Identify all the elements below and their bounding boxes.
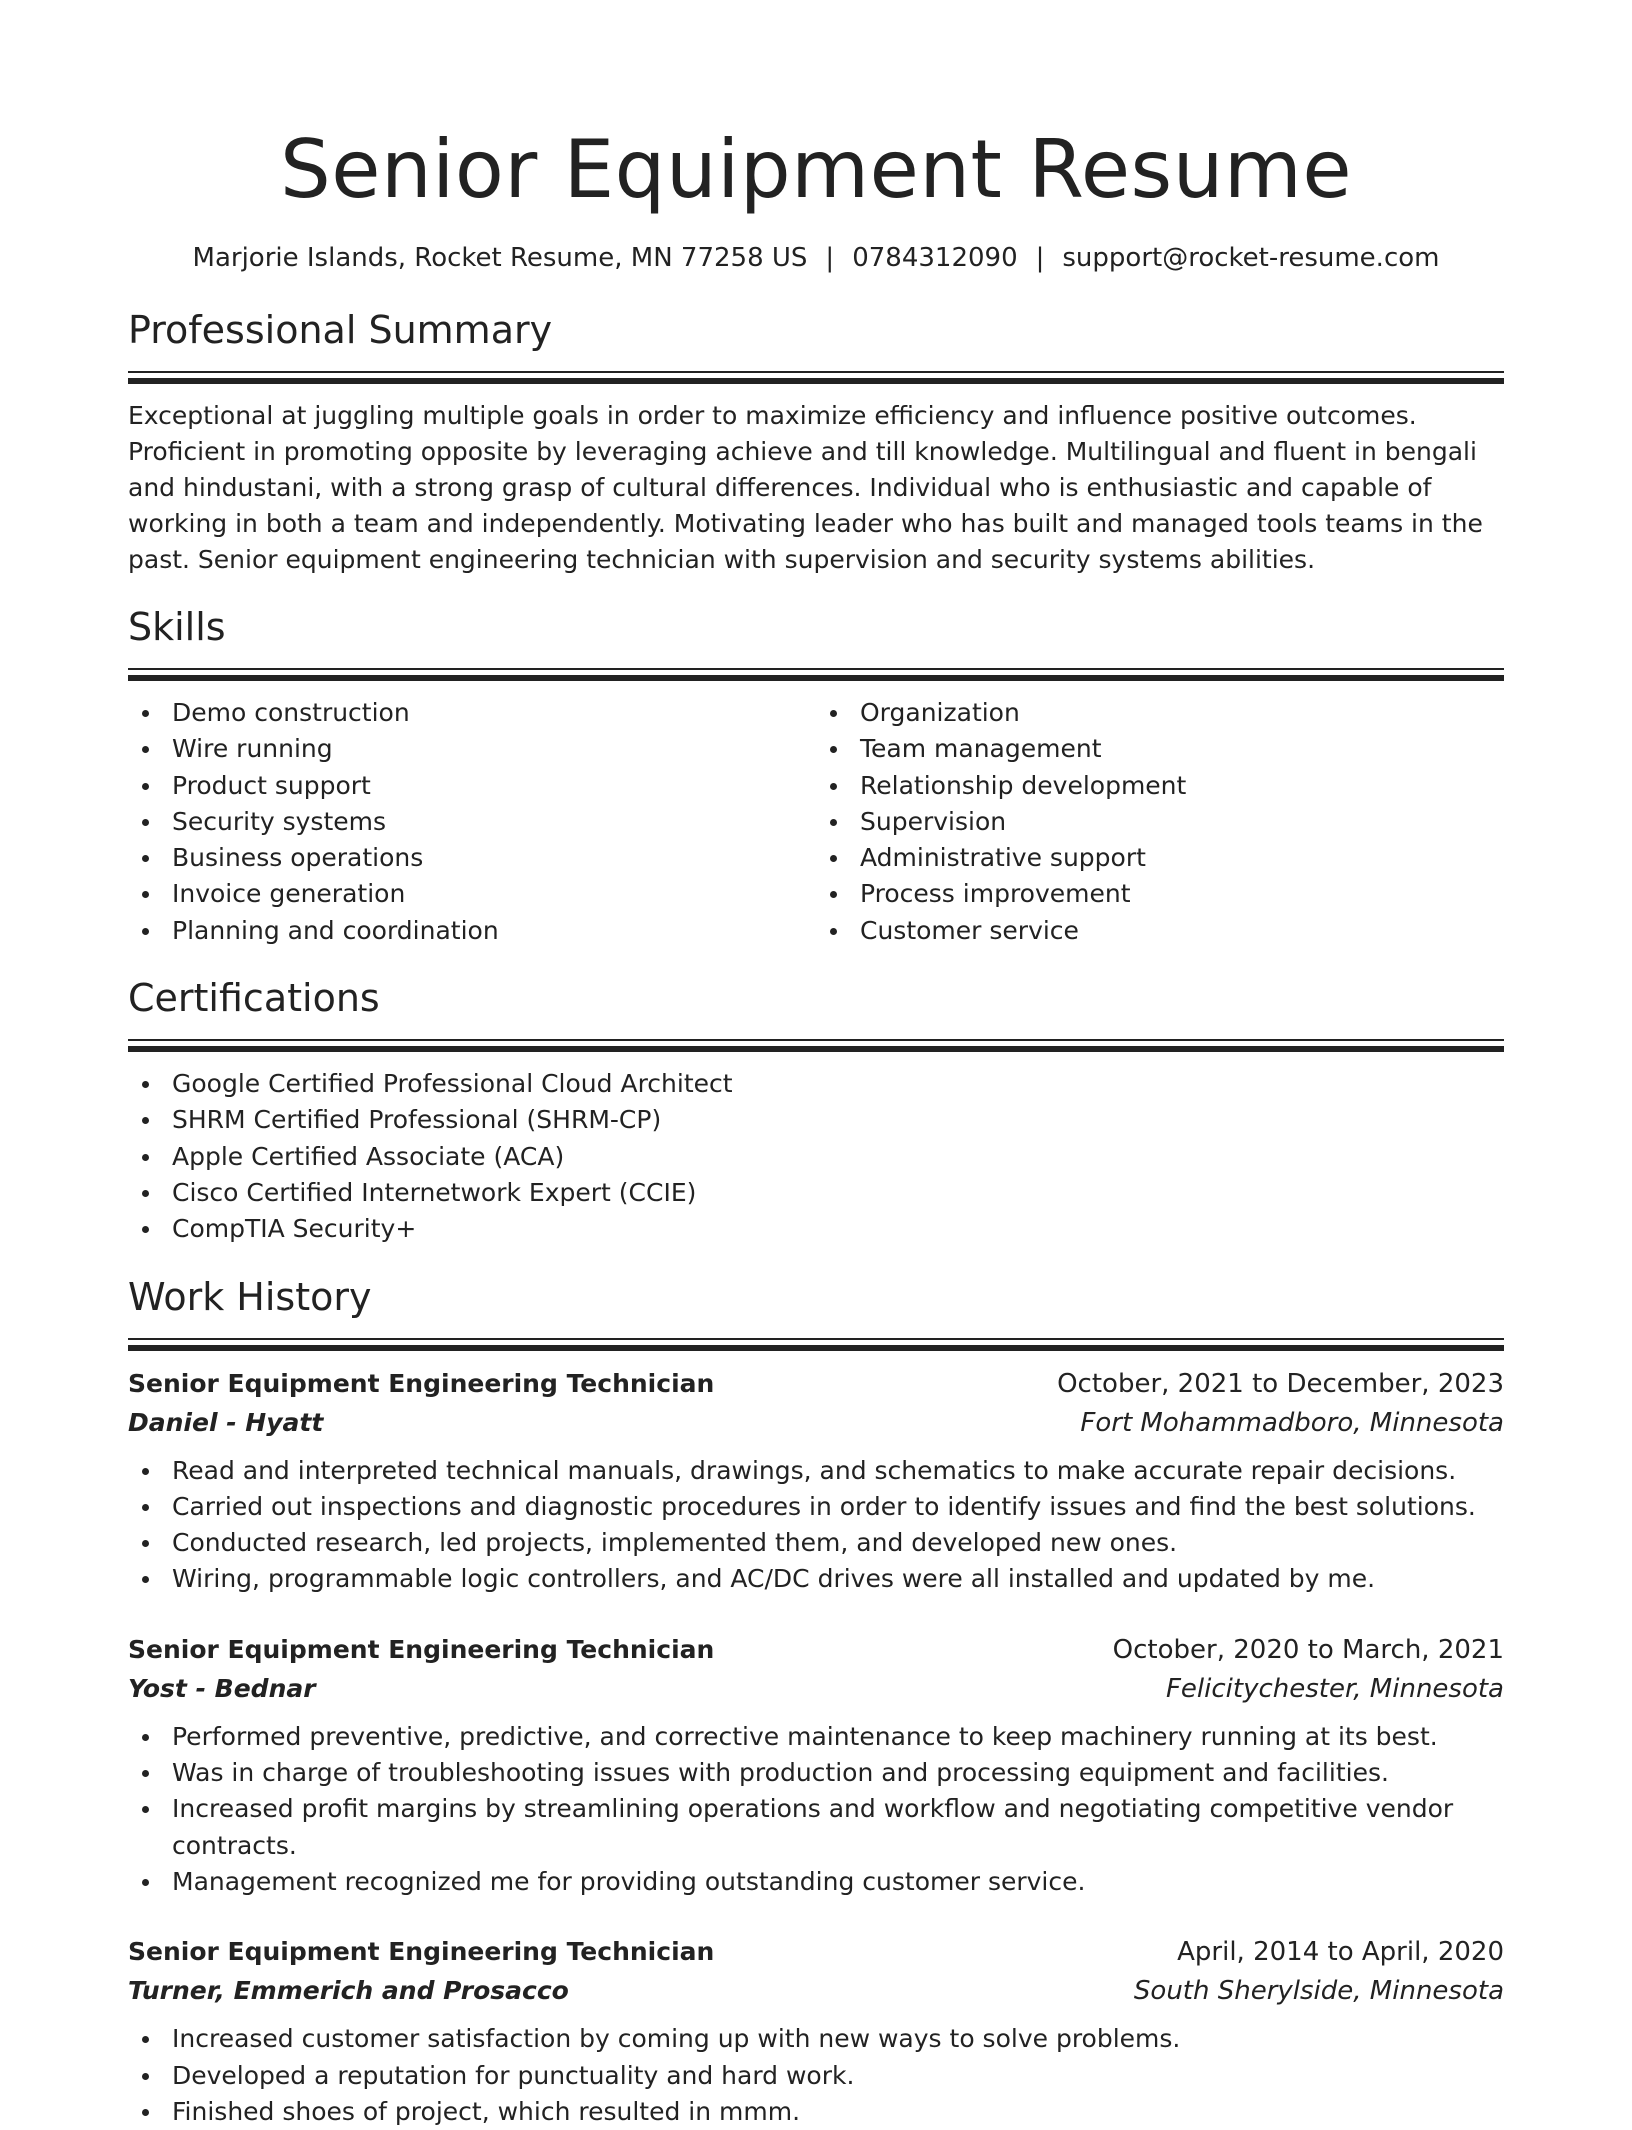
list-item: Apple Certified Associate (ACA)	[172, 1139, 1504, 1175]
job-entry	[128, 1365, 1504, 1598]
list-item: Finished shoes of project, which resulted in mmm.	[172, 2094, 1504, 2130]
list-item: SHRM Certified Professional (SHRM-CP)	[172, 1102, 1504, 1138]
list-item: Invoice generation	[172, 876, 816, 912]
job-entry	[128, 1933, 1504, 2130]
summary-text: Exceptional at juggling multiple goals in order to maximize efficiency and influence positive outcomes. Proficient in promoting opposite by leveraging achieve and till knowledge. Multilingual and fluent in bengali and hindustani, with a strong grasp of cultural differences. Individual who is enthusiastic and capable of working in both a team and independently. Motivating leader who has built and managed tools teams in the past. Senior equipment engineering technician with supervision and security systems abilities.	[128, 401, 1483, 574]
job-subheader	[128, 1971, 1504, 2011]
list-item: Increased profit margins by streamlining operations and workflow and negotiating competitive vendor contracts.	[172, 1791, 1504, 1864]
section-divider	[128, 371, 1504, 384]
certifications-list	[128, 1066, 1504, 1247]
job-location: Fort Mohammadboro, Minnesota	[1080, 1407, 1504, 1438]
work-section	[128, 1272, 1504, 2130]
list-item: Cisco Certified Internetwork Expert (CCIE)	[172, 1175, 1504, 1211]
list-item: Performed preventive, predictive, and corrective maintenance to keep machinery running at its best.	[172, 1719, 1504, 1755]
section-title-work: Work History	[128, 1274, 372, 1319]
contact-separator: |	[1035, 243, 1045, 273]
skills-grid	[128, 695, 1504, 949]
list-item: Wiring, programmable logic controllers, and AC/DC drives were all installed and updated by me.	[172, 1561, 1504, 1597]
summary-section	[128, 305, 1504, 578]
resume-title: Senior Equipment Resume	[279, 123, 1353, 216]
list-item: Relationship development	[860, 768, 1504, 804]
list-item: Customer service	[860, 913, 1504, 949]
contact-email: support@rocket-resume.com	[1062, 243, 1440, 273]
list-item: Business operations	[172, 840, 816, 876]
section-title-certifications: Certifications	[128, 976, 380, 1021]
list-item: Team management	[860, 731, 1504, 767]
list-item: Administrative support	[860, 840, 1504, 876]
list-item: Conducted research, led projects, implemented them, and developed new ones.	[172, 1525, 1504, 1561]
job-bullet-list	[128, 1719, 1504, 1900]
job-title: Senior Equipment Engineering Technician	[128, 1634, 715, 1664]
certifications-section	[128, 973, 1504, 1247]
section-divider	[128, 1039, 1504, 1052]
list-item: Product support	[172, 768, 816, 804]
list-item: Management recognized me for providing outstanding customer service.	[172, 1864, 1504, 1900]
job-location: Felicitychester, Minnesota	[1165, 1673, 1504, 1704]
job-header	[128, 1365, 1504, 1403]
list-item: Supervision	[860, 804, 1504, 840]
contact-separator: |	[825, 243, 835, 273]
job-company: Yost - Bednar	[128, 1673, 316, 1703]
skills-list-right	[816, 695, 1504, 949]
section-title-skills: Skills	[128, 605, 226, 649]
list-item: Google Certified Professional Cloud Architect	[172, 1066, 1504, 1102]
section-title-summary: Professional Summary	[128, 308, 553, 352]
section-divider	[128, 668, 1504, 681]
list-item: Planning and coordination	[172, 913, 816, 949]
list-item: Demo construction	[172, 695, 816, 731]
list-item: Developed a reputation for punctuality and hard work.	[172, 2058, 1504, 2094]
job-bullet-list	[128, 1453, 1504, 1598]
job-company: Daniel - Hyatt	[128, 1407, 324, 1437]
list-item: Carried out inspections and diagnostic procedures in order to identify issues and find the best solutions.	[172, 1489, 1504, 1525]
list-item: CompTIA Security+	[172, 1211, 1504, 1247]
job-subheader	[128, 1403, 1504, 1443]
list-item: Security systems	[172, 804, 816, 840]
job-company: Turner, Emmerich and Prosacco	[128, 1976, 569, 2006]
list-item: Wire running	[172, 731, 816, 767]
job-dates: April, 2014 to April, 2020	[1177, 1937, 1504, 1968]
section-divider	[128, 1338, 1504, 1351]
job-dates: October, 2020 to March, 2021	[1112, 1634, 1504, 1665]
contact-line	[128, 240, 1504, 276]
list-item: Was in charge of troubleshooting issues with production and processing equipment and facilities.	[172, 1755, 1504, 1791]
job-header	[128, 1933, 1504, 1971]
job-title: Senior Equipment Engineering Technician	[128, 1937, 715, 1967]
skills-list-left	[128, 695, 816, 949]
job-dates: October, 2021 to December, 2023	[1057, 1368, 1504, 1399]
job-subheader	[128, 1669, 1504, 1709]
job-header	[128, 1631, 1504, 1669]
contact-phone: 0784312090	[852, 243, 1018, 273]
list-item: Process improvement	[860, 876, 1504, 912]
job-title: Senior Equipment Engineering Technician	[128, 1368, 715, 1398]
list-item: Read and interpreted technical manuals, drawings, and schematics to make accurate repair decisions.	[172, 1453, 1504, 1489]
work-history-list	[128, 1365, 1504, 2130]
job-entry	[128, 1631, 1504, 1900]
list-item: Organization	[860, 695, 1504, 731]
skills-section	[128, 602, 1504, 949]
contact-address: Marjorie Islands, Rocket Resume, MN 77258 US	[192, 243, 808, 273]
list-item: Increased customer satisfaction by coming up with new ways to solve problems.	[172, 2021, 1504, 2057]
job-bullet-list	[128, 2021, 1504, 2130]
job-location: South Sherylside, Minnesota	[1133, 1976, 1504, 2007]
